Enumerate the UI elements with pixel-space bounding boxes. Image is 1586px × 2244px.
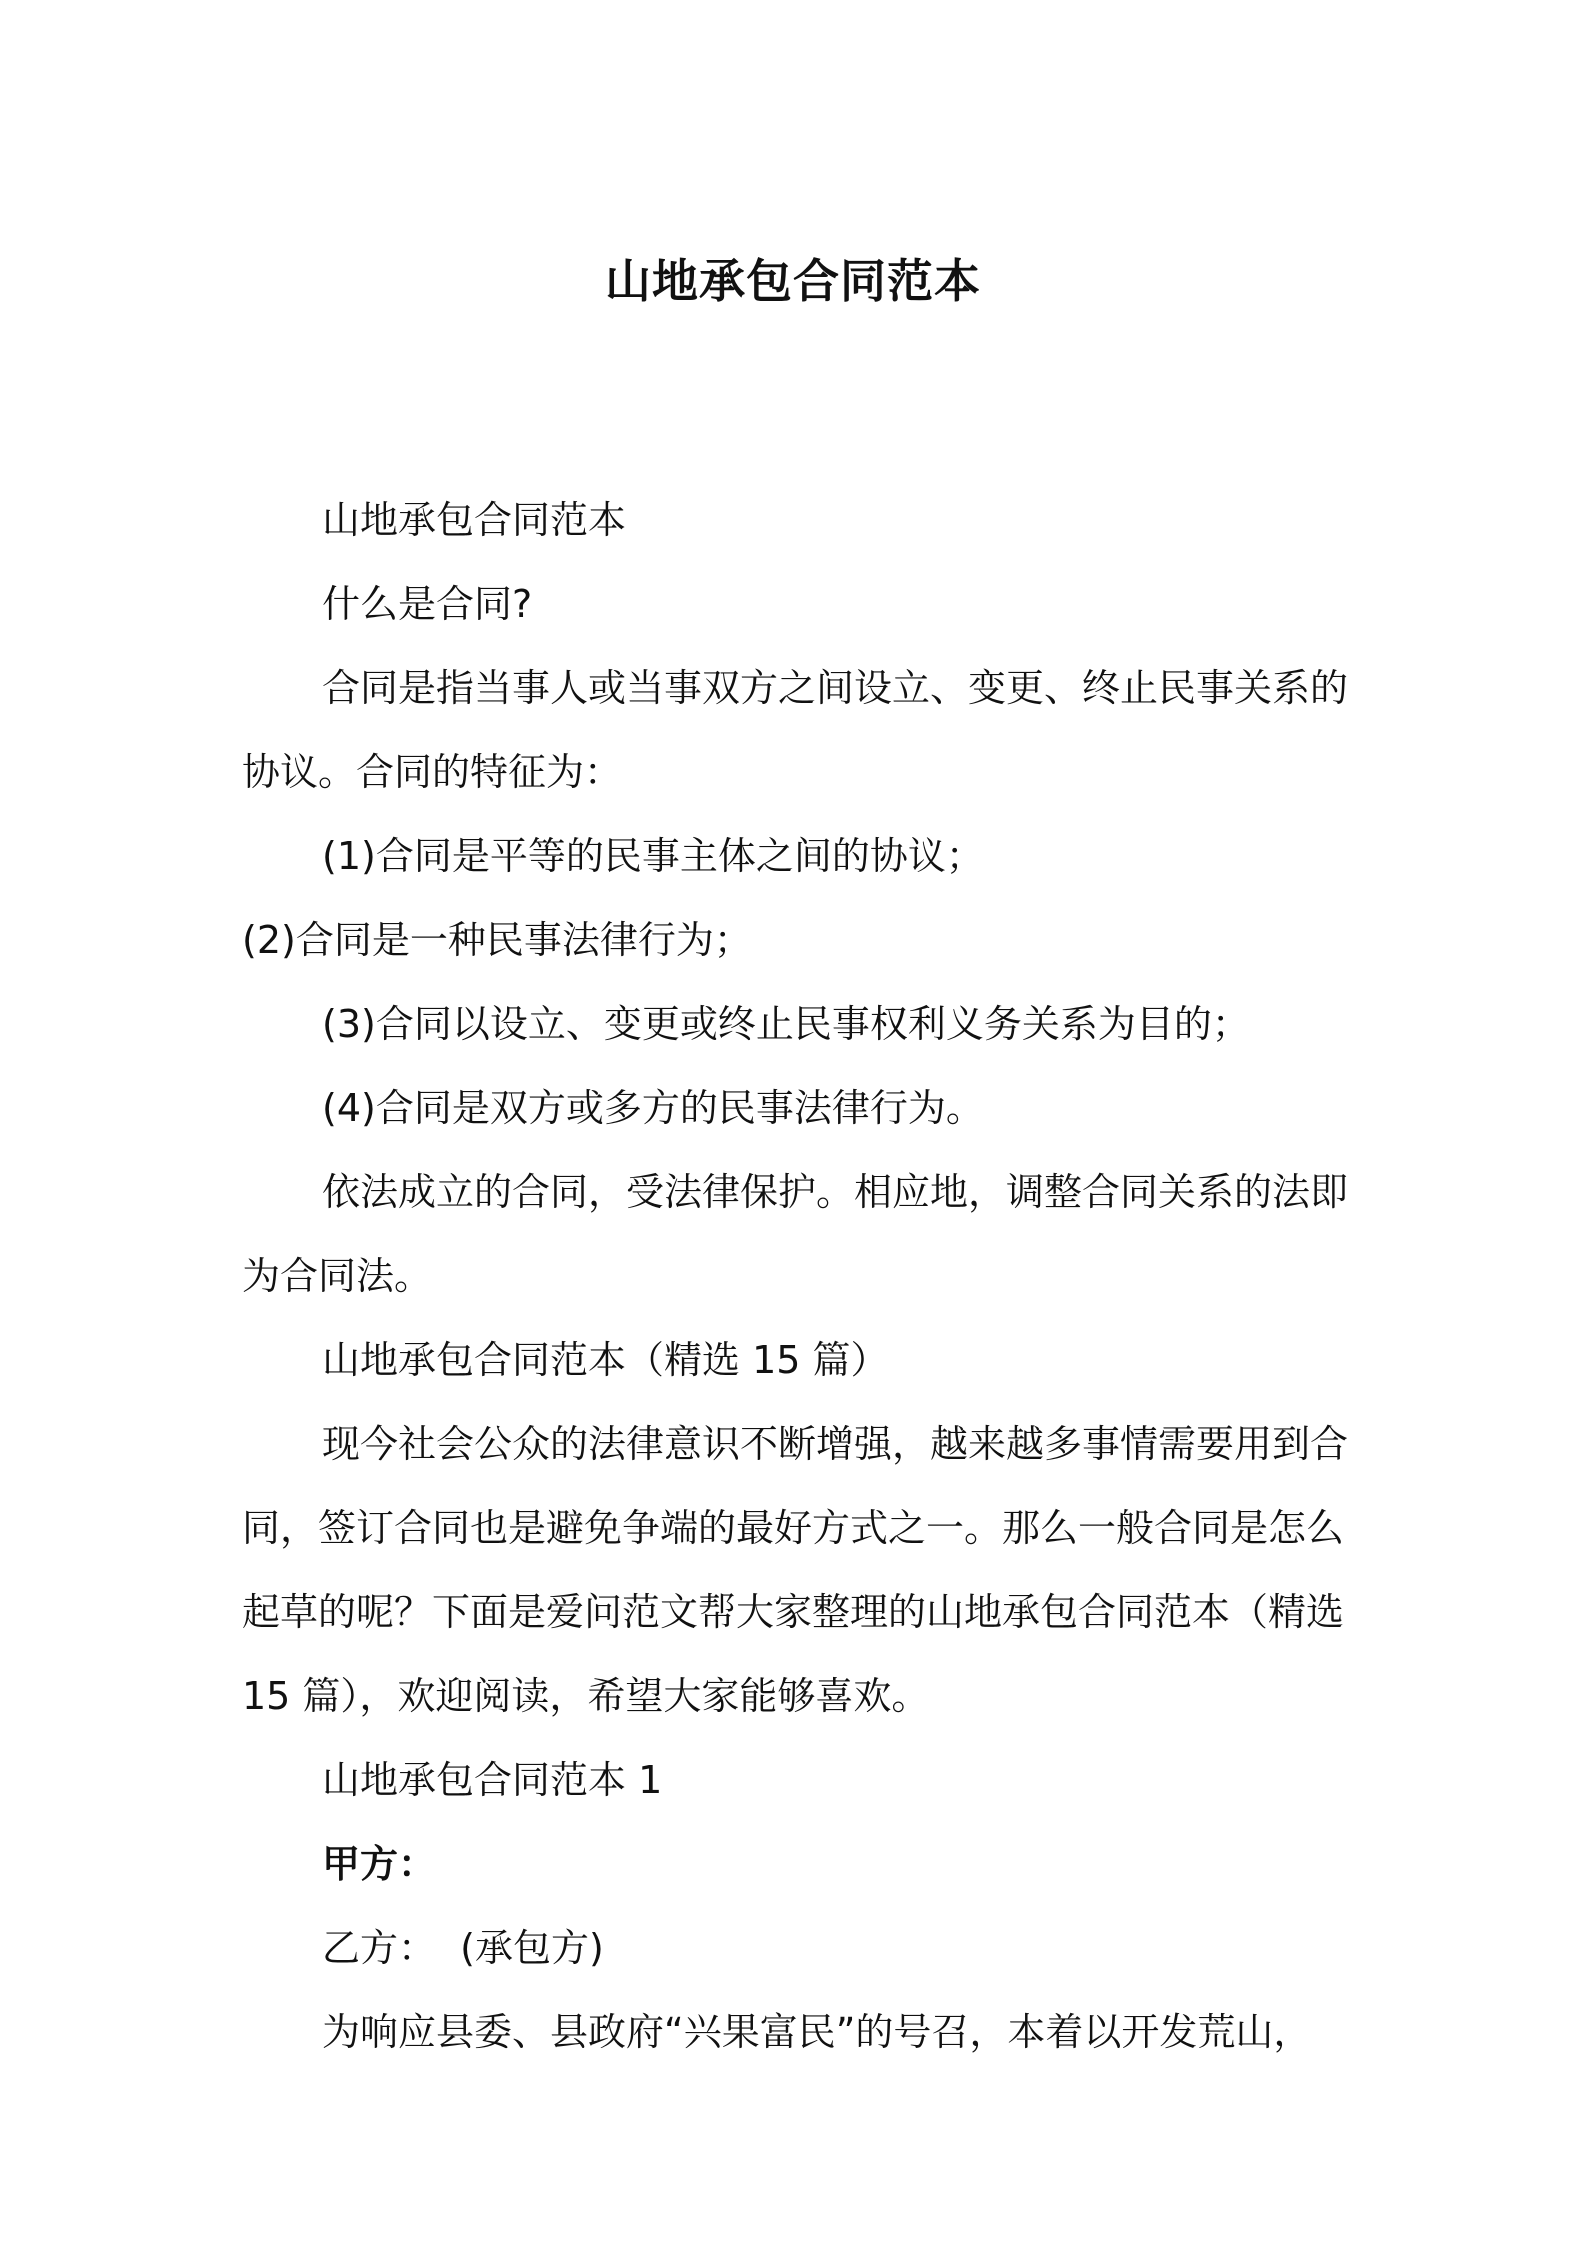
paragraph: 山地承包合同范本 (322, 498, 627, 542)
document-body (242, 478, 1362, 2074)
document-title: 山地承包合同范本 (605, 254, 981, 308)
paragraph: 现今社会公众的法律意识不断增强，越来越多事情需要用到合同，签订合同也是避免争端的最好方式之一。那么一般合同是怎么起草的呢？下面是爱问范文帮大家整理的山地承包合同范本（精选 15 篇），欢迎阅读，希望大家能够喜欢。 (242, 1422, 1357, 1718)
paragraph: 依法成立的合同，受法律保护。相应地，调整合同关系的法即为合同法。 (242, 1170, 1349, 1298)
paragraph: (1)合同是平等的民事主体之间的协议； (322, 834, 984, 878)
paragraph: 什么是合同? (322, 582, 533, 626)
paragraph: 为响应县委、县政府“兴果富民”的号召，本着以开发荒山， (322, 2010, 1312, 2054)
paragraph: 山地承包合同范本 1 (322, 1758, 663, 1802)
paragraph: 甲方： (322, 1842, 437, 1886)
paragraph: 山地承包合同范本（精选 15 篇） (322, 1338, 889, 1382)
paragraph: (4)合同是双方或多方的民事法律行为。 (322, 1086, 984, 1130)
paragraph: (2)合同是一种民事法律行为； (242, 918, 752, 962)
paragraph: (3)合同以设立、变更或终止民事权利义务关系为目的； (322, 1002, 1250, 1046)
paragraph: 乙方： (承包方) (322, 1926, 604, 1970)
paragraph: 合同是指当事人或当事双方之间设立、变更、终止民事关系的协议。合同的特征为： (242, 666, 1349, 794)
